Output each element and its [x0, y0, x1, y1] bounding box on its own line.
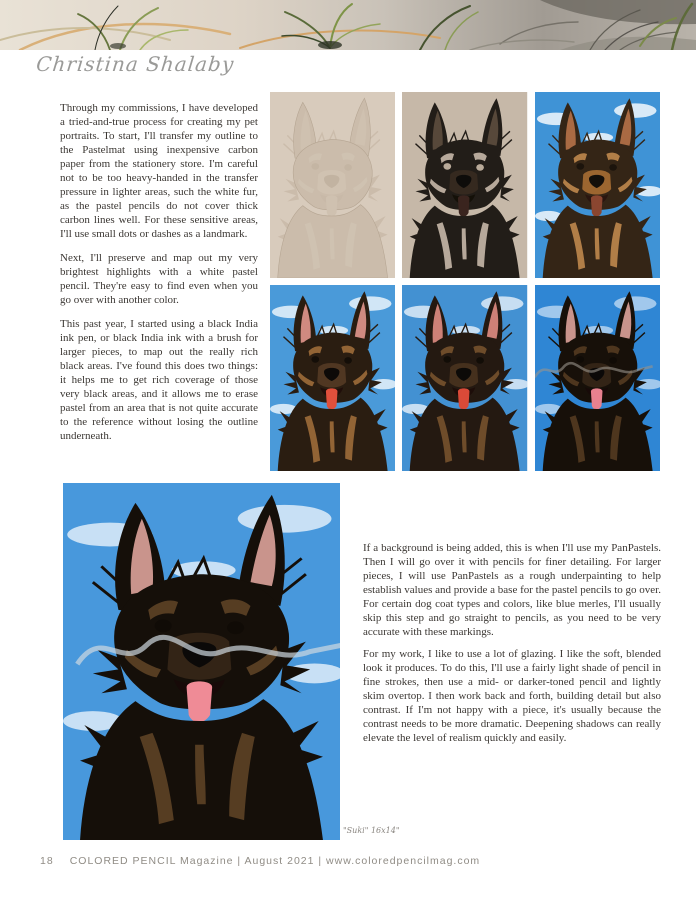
body-paragraph: For my work, I like to use a lot of glazing. I like the soft, blended look it produces. To do this, I'll use a fairly light shade of pencil in fine strokes, then use a mid- or darker-toned pencil and lightly skim overtop. I then work back and forth, building detail but also contrast. If I'm not happy with a piece, it's usually because the contrast needs to be more dramatic. Deepening shadows can really elevate the level of realism quickly and easily.	[363, 648, 661, 744]
body-paragraph: This past year, I started using a black India ink pen, or black India ink with a brush for larger pieces, to map out the really rich black areas. I've found this does two things: it helps me to get rich coverage of those very black areas, and it allows me to erase pastel from an area that is not quite accurate to the reference without losing the outline underneath.	[60, 318, 258, 442]
process-step-2-image	[402, 92, 527, 278]
body-paragraph: If a background is being added, this is when I'll use my PanPastels. Then I will go over it with pencils for finer detailing. For larger pieces, I will use PanPastels as a rough underpainting to help establish values and provide a base for the pastel pencils to go over. For certain dog coat types and colors, like blue merles, I'll usually skip this step and go straight to pencils, as you need to be very accurate with these markings.	[363, 542, 661, 638]
grasses-drawing	[0, 0, 696, 50]
process-step-6-image	[535, 285, 660, 471]
process-step-1-image	[270, 92, 395, 278]
portrait-caption: "Suki" 16x14"	[343, 826, 400, 835]
process-step-4-image	[270, 285, 395, 471]
article-right-column	[363, 541, 661, 753]
final-portrait-image	[63, 483, 340, 840]
body-paragraph: Next, I'll preserve and map out my very brightest highlights with a white pastel pencil. They're easy to find even when you go over with another color.	[60, 252, 258, 306]
page-number: 18	[40, 855, 54, 867]
process-image-grid	[270, 92, 660, 471]
author-name: Christina Shalaby	[35, 52, 236, 76]
header-banner-artwork	[0, 0, 696, 50]
process-step-3-image	[535, 92, 660, 278]
body-paragraph: Through my commissions, I have developed a tried-and-true process for creating my pet portraits. To start, I'll transfer my outline to the Pastelmat using inexpensive carbon paper from the stationery store. I'm careful not to be too heavy-handed in the transfer pressure in lighter areas, such the white fur, as the pastel pencils do not cover thick carbon lines well. For these sensitive areas, I'll use small dots or dashes as a landmark.	[60, 102, 258, 240]
process-step-5-image	[402, 285, 527, 471]
article-left-column	[60, 101, 258, 453]
page-footer	[40, 855, 680, 867]
footer-text: COLORED PENCIL Magazine | August 2021 | www.coloredpencilmag.com	[69, 855, 481, 867]
